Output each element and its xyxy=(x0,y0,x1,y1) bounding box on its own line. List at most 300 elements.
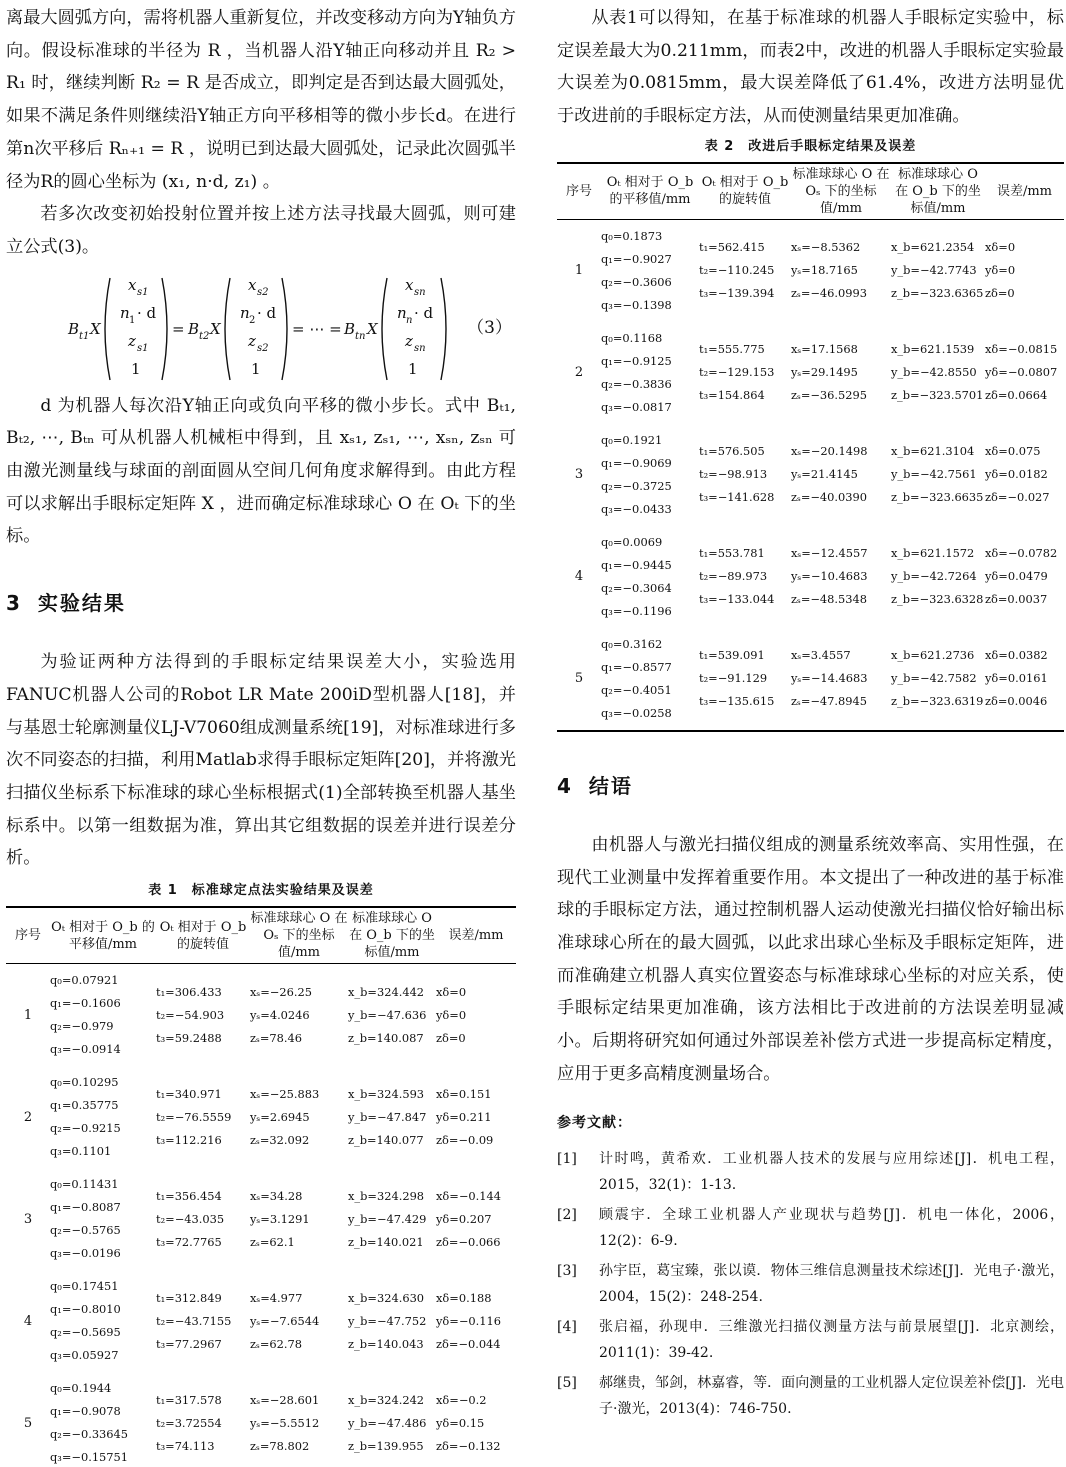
table1-header-row xyxy=(6,907,516,964)
cell-value: t₁=576.505 xyxy=(699,444,765,459)
reference-text: 顾震宇．全球工业机器人产业现状与趋势[J]．机电一体化，2006，12(2)：6-9. xyxy=(599,1207,1064,1250)
column-header: 标准球球心 O 在 Oₛ 下的坐标值/mm xyxy=(250,907,348,964)
error-cell xyxy=(436,1270,516,1372)
cell-value: q₁=−0.9078 xyxy=(50,1404,121,1419)
svg-text:n: n xyxy=(406,314,413,326)
reference-text: 郝继贵，邹剑，林嘉睿，等．面向测量的工业机器人定位误差补偿[J]．光电子·激光，2013(4)：746-750. xyxy=(599,1375,1064,1418)
svg-text:s1: s1 xyxy=(137,342,149,354)
base-coord-cell xyxy=(348,964,436,1067)
paragraph-formula-intro: 若多次改变初始投射位置并按上述方法寻找最大圆弧，则可建立公式(3)。 xyxy=(6,204,516,257)
cell-value: zδ=−0.027 xyxy=(985,490,1050,505)
cell-value: q₀=0.1921 xyxy=(601,432,663,447)
translation-cell xyxy=(156,1372,250,1467)
cell-value: q₀=0.07921 xyxy=(50,973,119,988)
cell-value: q₀=0.10295 xyxy=(50,1075,119,1090)
cell-value: yδ=0.0182 xyxy=(985,467,1048,482)
cell-value: q₁=−0.9125 xyxy=(601,353,672,368)
table2-number: 表 2 xyxy=(704,138,735,154)
cell-value: q₀=0.1873 xyxy=(601,228,663,243)
svg-text:z: z xyxy=(128,331,136,350)
quaternion-cell xyxy=(50,1066,156,1168)
cell-value: y_b=−47.429 xyxy=(348,1211,427,1226)
reference-text: 张启福，孙现申．三维激光扫描仪测量方法与前景展望[J]．北京测绘，2011(1)：39-42. xyxy=(599,1319,1064,1362)
cell-value: yδ=0.0479 xyxy=(985,569,1048,584)
cell-value: t₂=−91.129 xyxy=(699,671,768,686)
svg-text:x: x xyxy=(128,275,137,294)
table-row xyxy=(557,322,1064,424)
cell-value: xₛ=4.977 xyxy=(250,1290,303,1305)
svg-text:s1: s1 xyxy=(137,286,149,298)
cell-value: x_b=621.1572 xyxy=(891,546,975,561)
cell-value: y_b=−42.7561 xyxy=(891,467,977,482)
cell-value: z_b=139.955 xyxy=(348,1438,424,1453)
section-heading-4 xyxy=(557,770,1064,799)
svg-text:1: 1 xyxy=(129,314,136,326)
quaternion-cell xyxy=(601,219,699,322)
row-index: 5 xyxy=(6,1372,50,1467)
table-row xyxy=(6,1066,516,1168)
column-header: 序号 xyxy=(6,907,50,964)
reference-item xyxy=(557,1146,1064,1198)
table-row xyxy=(6,1372,516,1467)
cell-value: t₁=317.578 xyxy=(156,1392,222,1407)
svg-text:z: z xyxy=(405,331,413,350)
base-coord-cell xyxy=(348,1168,436,1270)
cell-value: zₛ=−46.0993 xyxy=(791,286,868,301)
cell-value: q₂=−0.9215 xyxy=(50,1121,121,1136)
cell-value: zₛ=78.46 xyxy=(250,1030,302,1045)
base-coord-cell xyxy=(891,322,985,424)
cell-value: t₃=112.216 xyxy=(156,1132,222,1147)
cell-value: y_b=−42.7582 xyxy=(891,671,977,686)
cell-value: x_b=324.298 xyxy=(348,1188,425,1203)
cell-value: t₂=−129.153 xyxy=(699,365,775,380)
cell-value: y_b=−47.636 xyxy=(348,1007,427,1022)
cell-value: q₂=−0.5695 xyxy=(50,1325,121,1340)
translation-cell xyxy=(156,1270,250,1372)
cell-value: y_b=−47.486 xyxy=(348,1415,427,1430)
cell-value: q₂=−0.33645 xyxy=(50,1427,129,1442)
cell-value: xₛ=−8.5362 xyxy=(791,240,861,255)
cell-value: yₛ=4.0246 xyxy=(250,1007,310,1022)
cell-value: yδ=0 xyxy=(436,1007,467,1022)
cell-value: q₀=0.0069 xyxy=(601,534,663,549)
reference-text: 计时鸣，黄希欢．工业机器人技术的发展与应用综述[J]．机电工程，2015，32(1)：1-13. xyxy=(599,1151,1064,1194)
cell-value: xδ=0 xyxy=(436,984,467,999)
cell-value: zδ=−0.132 xyxy=(436,1438,501,1453)
cell-value: xδ=−0.2 xyxy=(436,1392,487,1407)
cell-value: t₁=356.454 xyxy=(156,1188,222,1203)
sensor-coord-cell xyxy=(250,1168,348,1270)
cell-value: t₂=−98.913 xyxy=(699,467,768,482)
paragraph-experiment: 为验证两种方法得到的手眼标定结果误差大小，实验选用FANUC机器人公司的Robot LR Mate 200iD型机器人[18]，并与基恩士轮廓测量仪LJ-V7060组成测量系统[19]，对标准球进行多次不同姿态的扫描，利用Matlab求得手眼标定矩阵[20]，并将激光扫描仪坐标系下标准球的球心坐标根据式(1)全部转换至机器人基坐标系中。以第一组数据为准，算出其它组数据的误差并进行误差分析。 xyxy=(6,652,516,869)
cell-value: t₃=−139.394 xyxy=(699,286,775,301)
cell-value: q₁=−0.1606 xyxy=(50,996,121,1011)
reference-number: [1] xyxy=(557,1151,577,1168)
cell-value: zδ=−0.09 xyxy=(436,1132,494,1147)
cell-value: q₂=−0.3836 xyxy=(601,376,672,391)
svg-text:n: n xyxy=(240,303,250,322)
cell-value: xδ=−0.0782 xyxy=(985,546,1058,561)
cell-value: q₃=−0.0914 xyxy=(50,1042,121,1057)
cell-value: q₀=0.1944 xyxy=(50,1381,112,1396)
cell-value: zₛ=−40.0390 xyxy=(791,490,868,505)
cell-value: q₀=0.1168 xyxy=(601,330,663,345)
cell-value: zδ=0 xyxy=(436,1030,466,1045)
cell-value: xδ=0 xyxy=(985,240,1016,255)
cell-value: q₂=−0.3606 xyxy=(601,274,672,289)
cell-value: xₛ=−26.25 xyxy=(250,984,312,999)
svg-text:x: x xyxy=(405,275,414,294)
cell-value: q₂=−0.3064 xyxy=(601,580,672,595)
cell-value: zₛ=−47.8945 xyxy=(791,694,868,709)
sensor-coord-cell xyxy=(250,964,348,1067)
sensor-coord-cell xyxy=(250,1066,348,1168)
translation-cell xyxy=(699,322,791,424)
cell-value: q₃=0.05927 xyxy=(50,1348,119,1363)
reference-number: [2] xyxy=(557,1207,577,1224)
cell-value: q₁=−0.8087 xyxy=(50,1200,121,1215)
column-header: 序号 xyxy=(557,163,601,220)
equation-3-matrix xyxy=(66,270,466,388)
cell-value: z_b=140.043 xyxy=(348,1336,424,1351)
base-coord-cell xyxy=(891,219,985,322)
svg-text:B: B xyxy=(188,319,200,338)
cell-value: yₛ=−7.6544 xyxy=(250,1313,320,1328)
sensor-coord-cell xyxy=(791,628,891,731)
reference-number: [4] xyxy=(557,1319,577,1336)
cell-value: zδ=−0.044 xyxy=(436,1336,501,1351)
svg-text:t1: t1 xyxy=(79,330,90,342)
reference-item xyxy=(557,1258,1064,1310)
row-index: 3 xyxy=(23,1211,33,1227)
table1-title: 标准球定点法实验结果及误差 xyxy=(191,883,374,899)
cell-value: q₃=−0.0196 xyxy=(50,1246,121,1261)
quaternion-cell xyxy=(50,1270,156,1372)
cell-value: yₛ=−5.5512 xyxy=(250,1415,320,1430)
section-title: 结语 xyxy=(588,773,633,798)
cell-value: yₛ=−14.4683 xyxy=(791,671,868,686)
quaternion-cell xyxy=(50,1372,156,1467)
paragraph-method-continued: 离最大圆弧方向，需将机器人重新复位，并改变移动方向为Y轴负方向。假设标准球的半径为 R ，当机器人沿Y轴正向移动并且 R₂ > R₁ 时，继续判断 R₂ = R 是否成立，即判定是否到达最大圆弧处，如果不满足条件则继续沿Y轴正方向平移相等的微小步长d。在进行第n次平移后 Rₙ₊₁ = R ，说明已到达最大圆弧处，记录此次圆弧半径为R的圆心坐标为 (x₁, n·d, z₁) 。 xyxy=(6,8,516,192)
cell-value: xδ=0.151 xyxy=(436,1086,492,1101)
translation-cell xyxy=(699,219,791,322)
cell-value: t₂=−89.973 xyxy=(699,569,768,584)
svg-text:2: 2 xyxy=(249,314,256,326)
paragraph-comparison: 从表1可以得知，在基于标准球的机器人手眼标定实验中，标定误差最大为0.211mm，而表2中，改进的机器人手眼标定实验最大误差为0.0815mm，最大误差降低了61.4%，改进方法明显优于改进前的手眼标定方法，从而使测量结果更加准确。 xyxy=(557,8,1064,127)
cell-value: q₁=0.35775 xyxy=(50,1098,119,1113)
cell-value: z_b=140.077 xyxy=(348,1132,424,1147)
cell-value: t₁=553.781 xyxy=(699,546,765,561)
cell-value: z_b=140.087 xyxy=(348,1030,424,1045)
cell-value: yδ=0.207 xyxy=(436,1211,492,1226)
cell-value: q₁=−0.9069 xyxy=(601,455,672,470)
table2-caption xyxy=(557,135,1064,154)
cell-value: t₂=−43.7155 xyxy=(156,1313,232,1328)
column-header: 标准球球心 O 在 Oₛ 下的坐标值/mm xyxy=(791,163,891,220)
cell-value: t₁=539.091 xyxy=(699,648,765,663)
cell-value: zδ=−0.066 xyxy=(436,1234,501,1249)
svg-text:B: B xyxy=(68,319,80,338)
cell-value: z_b=−323.5701 xyxy=(891,388,984,403)
cell-value: zδ=0.0664 xyxy=(985,388,1048,403)
cell-value: z_b=140.021 xyxy=(348,1234,424,1249)
translation-cell xyxy=(699,526,791,628)
references-heading: 参考文献： xyxy=(557,1115,632,1132)
cell-value: t₁=312.849 xyxy=(156,1290,222,1305)
reference-item xyxy=(557,1314,1064,1366)
cell-value: y_b=−42.8550 xyxy=(891,365,977,380)
cell-value: zₛ=62.1 xyxy=(250,1234,295,1249)
table2-header-row xyxy=(557,163,1064,220)
cell-value: q₀=0.3162 xyxy=(601,636,663,651)
translation-cell xyxy=(156,1168,250,1270)
error-cell xyxy=(436,964,516,1067)
cell-value: zₛ=78.802 xyxy=(250,1438,310,1453)
cell-value: zₛ=−48.5348 xyxy=(791,592,868,607)
base-coord-cell xyxy=(348,1270,436,1372)
cell-value: t₃=154.864 xyxy=(699,388,765,403)
table-row xyxy=(6,1168,516,1270)
cell-value: yδ=0.0161 xyxy=(985,671,1048,686)
row-index: 5 xyxy=(557,628,601,731)
paragraph-conclusion: 由机器人与激光扫描仪组成的测量系统效率高、实用性强，在现代工业测量中发挥着重要作用。本文提出了一种改进的基于标准球的手眼标定方法，通过控制机器人运动使激光扫描仪恰好输出标准球球心所在的最大圆弧，以此求出球心坐标及手眼标定矩阵，进而准确建立机器人真实位置姿态与标准球球心坐标的对应关系，使手眼标定结果更加准确，该方法相比于改进前的方法误差明显减小。后期将研究如何通过外部误差补偿方式进一步提高标定精度，应用于更多高精度测量场合。 xyxy=(557,834,1064,1084)
row-index: 3 xyxy=(574,467,584,483)
translation-cell xyxy=(699,424,791,526)
quaternion-cell xyxy=(50,964,156,1067)
cell-value: t₃=77.2967 xyxy=(156,1336,222,1351)
table-row xyxy=(6,1270,516,1372)
cell-value: yₛ=3.1291 xyxy=(250,1211,310,1226)
column-header: 标准球球心 O 在 O_b 下的坐标值/mm xyxy=(348,907,436,964)
table-row xyxy=(557,628,1064,731)
cell-value: yₛ=21.4145 xyxy=(791,467,858,482)
reference-item xyxy=(557,1370,1064,1422)
right-column xyxy=(557,0,1064,1426)
cell-value: z_b=−323.6365 xyxy=(891,286,984,301)
cell-value: yₛ=−10.4683 xyxy=(791,569,868,584)
sensor-coord-cell xyxy=(791,424,891,526)
svg-text:=: = xyxy=(172,319,185,338)
table1-caption xyxy=(6,879,516,898)
cell-value: q₀=0.11431 xyxy=(50,1177,119,1192)
row-index: 4 xyxy=(23,1313,33,1329)
cell-value: t₂=−110.245 xyxy=(699,263,775,278)
cell-value: y_b=−42.7743 xyxy=(891,263,977,278)
cell-value: z_b=−323.6319 xyxy=(891,694,984,709)
paragraph-equation-explanation: d 为机器人每次沿Y轴正向或负向平移的微小步长。式中 Bₜ₁, Bₜ₂, ⋯, Bₜₙ 可从机器人机械柜中得到，且 xₛ₁, zₛ₁, ⋯, xₛₙ, zₛₙ 可由激光测量线与球面的剖面圆从空间几何角度求解得到。由此方程可以求解出手眼标定矩阵 X ，进而确定标准球球心 O 在 Oₜ 下的坐标。 xyxy=(6,395,516,547)
svg-text:1: 1 xyxy=(251,359,261,378)
cell-value: xₛ=−28.601 xyxy=(250,1392,320,1407)
cell-value: x_b=324.593 xyxy=(348,1086,425,1101)
section-number: 4 xyxy=(557,773,573,798)
cell-value: q₃=−0.15751 xyxy=(50,1450,129,1465)
cell-value: yₛ=29.1495 xyxy=(791,365,858,380)
error-cell xyxy=(436,1168,516,1270)
cell-value: x_b=324.630 xyxy=(348,1290,425,1305)
reference-number: [5] xyxy=(557,1375,577,1392)
cell-value: xδ=0.075 xyxy=(985,444,1041,459)
cell-value: yδ=−0.0807 xyxy=(985,365,1058,380)
section-title: 实验结果 xyxy=(37,591,126,616)
svg-text:1: 1 xyxy=(131,359,141,378)
sensor-coord-cell xyxy=(791,322,891,424)
column-header: Oₜ 相对于 O_b 的旋转值 xyxy=(156,907,250,964)
table1-number: 表 1 xyxy=(148,883,178,899)
cell-value: y_b=−47.847 xyxy=(348,1109,427,1124)
cell-value: xₛ=3.4557 xyxy=(791,648,851,663)
cell-value: x_b=621.2354 xyxy=(891,240,975,255)
row-index: 4 xyxy=(574,569,584,585)
svg-text:1: 1 xyxy=(408,359,418,378)
table1 xyxy=(6,906,516,1467)
left-column xyxy=(6,0,516,1467)
cell-value: zₛ=−36.5295 xyxy=(791,388,868,403)
column-header: 标准球球心 O 在 O_b 下的坐标值/mm xyxy=(891,163,985,220)
reference-number: [3] xyxy=(557,1263,577,1280)
base-coord-cell xyxy=(348,1066,436,1168)
cell-value: q₁=−0.9445 xyxy=(601,557,672,572)
quaternion-cell xyxy=(601,628,699,731)
cell-value: q₃=0.1101 xyxy=(50,1144,112,1159)
cell-value: q₂=−0.3725 xyxy=(601,478,672,493)
equation-number: （3） xyxy=(467,317,512,338)
base-coord-cell xyxy=(891,628,985,731)
sensor-coord-cell xyxy=(250,1372,348,1467)
cell-value: q₃=−0.0817 xyxy=(601,399,672,414)
cell-value: q₂=−0.4051 xyxy=(601,682,672,697)
row-index: 2 xyxy=(23,1109,33,1125)
column-header: Oₜ 相对于 O_b 的平移值/mm xyxy=(50,907,156,964)
cell-value: zδ=0.0037 xyxy=(985,592,1048,607)
quaternion-cell xyxy=(601,526,699,628)
cell-value: q₁=−0.8577 xyxy=(601,659,672,674)
reference-text: 孙宇臣，葛宝臻，张以谟．物体三维信息测量技术综述[J]．光电子·激光，2004，15(2)：248-254. xyxy=(599,1263,1064,1306)
translation-cell xyxy=(699,628,791,731)
svg-text:s2: s2 xyxy=(257,342,269,354)
cell-value: q₀=0.17451 xyxy=(50,1279,119,1294)
cell-value: t₃=72.7765 xyxy=(156,1234,222,1249)
column-header: Oₜ 相对于 O_b 的旋转值 xyxy=(699,163,791,220)
cell-value: xₛ=34.28 xyxy=(250,1188,303,1203)
table-row xyxy=(557,219,1064,322)
reference-item xyxy=(557,1202,1064,1254)
cell-value: xₛ=17.1568 xyxy=(791,342,858,357)
error-cell xyxy=(436,1372,516,1467)
section-number: 3 xyxy=(6,591,22,616)
cell-value: t₂=−76.5559 xyxy=(156,1109,232,1124)
table-row xyxy=(6,964,516,1067)
column-header: Oₜ 相对于 O_b 的平移值/mm xyxy=(601,163,699,220)
cell-value: t₃=−141.628 xyxy=(699,490,775,505)
cell-value: yδ=0.15 xyxy=(436,1415,485,1430)
reference-list xyxy=(557,1146,1064,1422)
quaternion-cell xyxy=(50,1168,156,1270)
cell-value: xₛ=−12.4557 xyxy=(791,546,868,561)
cell-value: t₁=555.775 xyxy=(699,342,765,357)
cell-value: t₁=340.971 xyxy=(156,1086,222,1101)
translation-cell xyxy=(156,1066,250,1168)
cell-value: t₁=306.433 xyxy=(156,984,222,999)
cell-value: t₁=562.415 xyxy=(699,240,765,255)
cell-value: zδ=0 xyxy=(985,286,1015,301)
equation-3 xyxy=(6,270,516,388)
svg-text:x: x xyxy=(248,275,257,294)
cell-value: y_b=−47.752 xyxy=(348,1313,427,1328)
cell-value: q₁=−0.9027 xyxy=(601,251,672,266)
row-index: 1 xyxy=(574,263,584,279)
row-index: 2 xyxy=(574,365,584,381)
table-row xyxy=(557,424,1064,526)
cell-value: yₛ=18.7165 xyxy=(791,263,858,278)
cell-value: xₛ=−20.1498 xyxy=(791,444,868,459)
cell-value: xδ=0.0382 xyxy=(985,648,1048,663)
cell-value: t₃=59.2488 xyxy=(156,1030,222,1045)
cell-value: x_b=621.2736 xyxy=(891,648,975,663)
cell-value: xₛ=−25.883 xyxy=(250,1086,320,1101)
svg-text:X: X xyxy=(367,319,378,338)
svg-text:n: n xyxy=(120,303,130,322)
svg-text:s2: s2 xyxy=(257,286,269,298)
error-cell xyxy=(985,628,1064,731)
base-coord-cell xyxy=(891,526,985,628)
cell-value: xδ=−0.144 xyxy=(436,1188,501,1203)
svg-text:· d: · d xyxy=(257,303,277,322)
cell-value: z_b=−323.6635 xyxy=(891,490,984,505)
translation-cell xyxy=(156,964,250,1067)
base-coord-cell xyxy=(891,424,985,526)
cell-value: t₃=74.113 xyxy=(156,1438,215,1453)
cell-value: q₂=−0.5765 xyxy=(50,1223,121,1238)
table2 xyxy=(557,162,1064,732)
svg-text:· d: · d xyxy=(137,303,157,322)
sensor-coord-cell xyxy=(250,1270,348,1372)
cell-value: x_b=621.1539 xyxy=(891,342,975,357)
cell-value: q₂=−0.979 xyxy=(50,1019,114,1034)
cell-value: x_b=621.3104 xyxy=(891,444,975,459)
svg-text:n: n xyxy=(397,303,407,322)
table2-title: 改进后手眼标定结果及误差 xyxy=(748,138,917,154)
column-header: 误差/mm xyxy=(436,907,516,964)
cell-value: t₂=−43.035 xyxy=(156,1211,225,1226)
cell-value: zₛ=32.092 xyxy=(250,1132,310,1147)
cell-value: zδ=0.0046 xyxy=(985,694,1048,709)
cell-value: q₃=−0.0258 xyxy=(601,705,672,720)
svg-text:B: B xyxy=(344,319,356,338)
cell-value: q₁=−0.8010 xyxy=(50,1302,121,1317)
cell-value: z_b=−323.6328 xyxy=(891,592,984,607)
cell-value: zₛ=62.78 xyxy=(250,1336,302,1351)
cell-value: q₃=−0.0433 xyxy=(601,501,672,516)
sensor-coord-cell xyxy=(791,219,891,322)
svg-text:t2: t2 xyxy=(199,330,210,342)
base-coord-cell xyxy=(348,1372,436,1467)
svg-text:z: z xyxy=(248,331,256,350)
cell-value: xδ=−0.0815 xyxy=(985,342,1058,357)
svg-text:X: X xyxy=(210,319,221,338)
cell-value: x_b=324.242 xyxy=(348,1392,425,1407)
quaternion-cell xyxy=(601,322,699,424)
cell-value: yδ=−0.116 xyxy=(436,1313,501,1328)
svg-text:X: X xyxy=(90,319,101,338)
svg-text:sn: sn xyxy=(414,286,426,298)
cell-value: q₃=−0.1398 xyxy=(601,297,672,312)
error-cell xyxy=(436,1066,516,1168)
error-cell xyxy=(985,526,1064,628)
svg-text:sn: sn xyxy=(414,342,426,354)
quaternion-cell xyxy=(601,424,699,526)
cell-value: yδ=0 xyxy=(985,263,1016,278)
